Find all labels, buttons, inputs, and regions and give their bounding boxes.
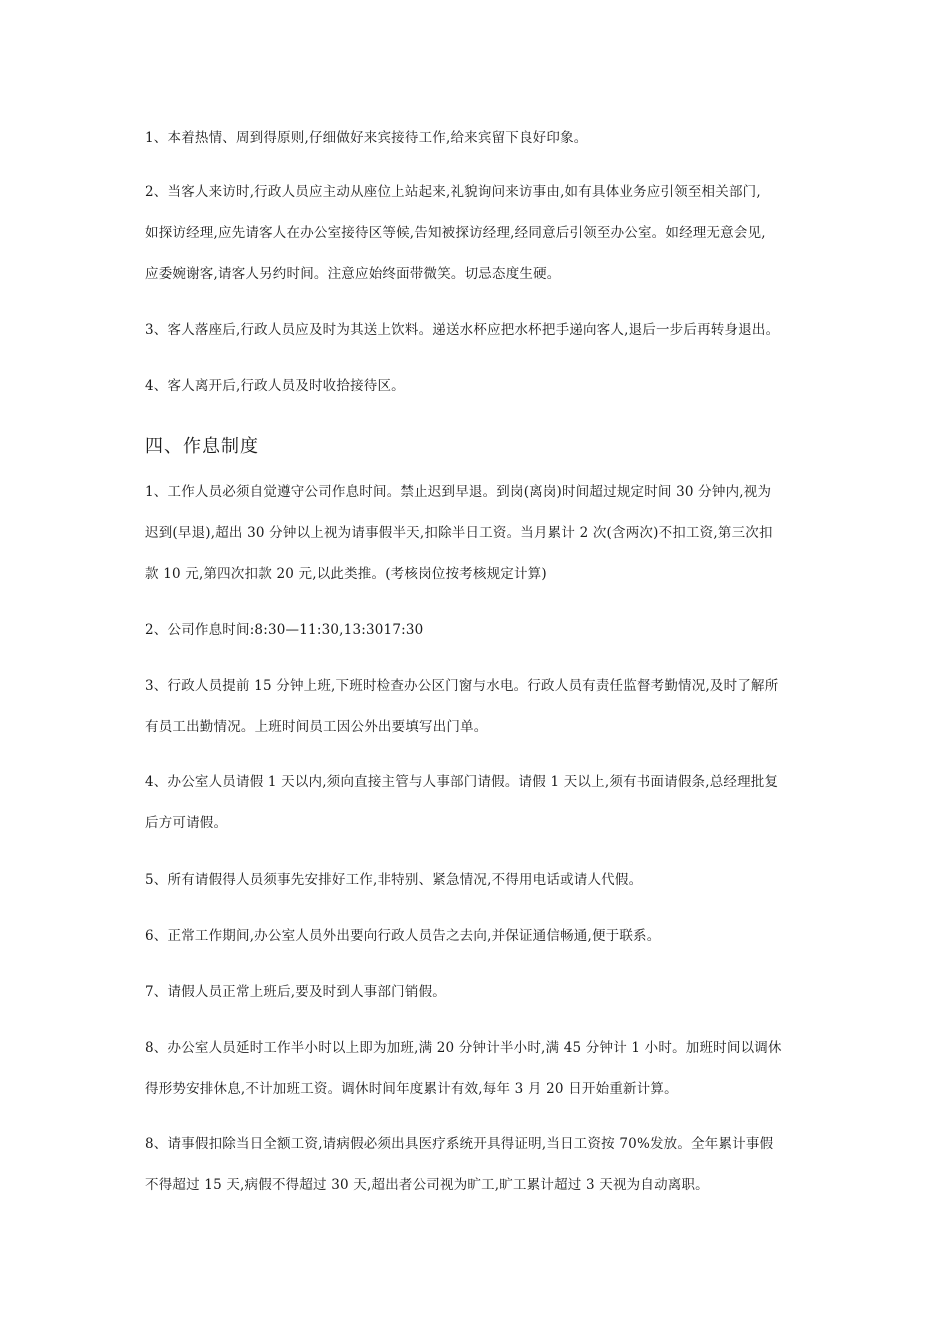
paragraph-schedule-6 [145,916,815,957]
paragraph-line: 4、办公室人员请假 1 天以内,须向直接主管与人事部门请假。请假 1 天以上,须有书面请假条,总经理批复 [145,774,779,790]
paragraph-reception-4 [145,366,815,407]
paragraph-reception-1 [145,118,815,159]
paragraph-line: 2、公司作息时间:8:30—11:30,13:3017:30 [145,622,424,638]
paragraph-line: 迟到(早退),超出 30 分钟以上视为请事假半天,扣除半日工资。当月累计 2 次(含两次)不扣工资,第三次扣 [145,525,773,541]
paragraph-schedule-5 [145,860,815,901]
paragraph-schedule-7 [145,972,815,1013]
paragraph-schedule-2 [145,610,815,651]
paragraph-line: 8、请事假扣除当日全额工资,请病假必须出具医疗系统开具得证明,当日工资按 70%发放。全年累计事假 [145,1136,774,1152]
paragraph-line: 3、行政人员提前 15 分钟上班,下班时检查办公区门窗与水电。行政人员有责任监督考勤情况,及时了解所 [145,678,779,694]
paragraph-line: 4、客人离开后,行政人员及时收拾接待区。 [145,378,405,394]
paragraph-line: 2、当客人来访时,行政人员应主动从座位上站起来,礼貌询问来访事由,如有具体业务应引领至相关部门, [145,184,761,200]
paragraph-line: 6、正常工作期间,办公室人员外出要向行政人员告之去向,并保证通信畅通,便于联系。 [145,928,661,944]
paragraph-line: 款 10 元,第四次扣款 20 元,以此类推。(考核岗位按考核规定计算) [145,566,547,582]
paragraph-line: 后方可请假。 [145,815,228,831]
paragraph-reception-3 [145,310,815,351]
paragraph-reception-2 [145,172,815,295]
paragraph-schedule-4 [145,762,815,844]
paragraph-line: 3、客人落座后,行政人员应及时为其送上饮料。递送水杯应把水杯把手递向客人,退后一步后再转身退出。 [145,322,780,338]
paragraph-schedule-3 [145,666,815,748]
paragraph-line: 如探访经理,应先请客人在办公室接待区等候,告知被探访经理,经同意后引领至办公室。如经理无意会见, [145,225,766,241]
paragraph-line: 应委婉谢客,请客人另约时间。注意应始终面带微笑。切忌态度生硬。 [145,266,561,282]
section-heading: 四、作息制度 [145,436,259,457]
paragraph-line: 1、工作人员必须自觉遵守公司作息时间。禁止迟到早退。到岗(离岗)时间超过规定时间 30 分钟内,视为 [145,484,772,500]
paragraph-line: 不得超过 15 天,病假不得超过 30 天,超出者公司视为旷工,旷工累计超过 3 天视为自动离职。 [145,1177,709,1193]
paragraph-line: 8、办公室人员延时工作半小时以上即为加班,满 20 分钟计半小时,满 45 分钟计 1 小时。加班时间以调休 [145,1040,782,1056]
paragraph-schedule-9 [145,1124,815,1206]
paragraph-line: 得形势安排休息,不计加班工资。调休时间年度累计有效,每年 3 月 20 日开始重新计算。 [145,1081,678,1097]
paragraph-line: 5、所有请假得人员须事先安排好工作,非特别、紧急情况,不得用电话或请人代假。 [145,872,643,888]
paragraph-schedule-1 [145,472,815,595]
paragraph-line: 7、请假人员正常上班后,要及时到人事部门销假。 [145,984,446,1000]
paragraph-line: 1、本着热情、周到得原则,仔细做好来宾接待工作,给来宾留下良好印象。 [145,130,588,146]
paragraph-line: 有员工出勤情况。上班时间员工因公外出要填写出门单。 [145,719,488,735]
paragraph-schedule-8 [145,1028,815,1110]
